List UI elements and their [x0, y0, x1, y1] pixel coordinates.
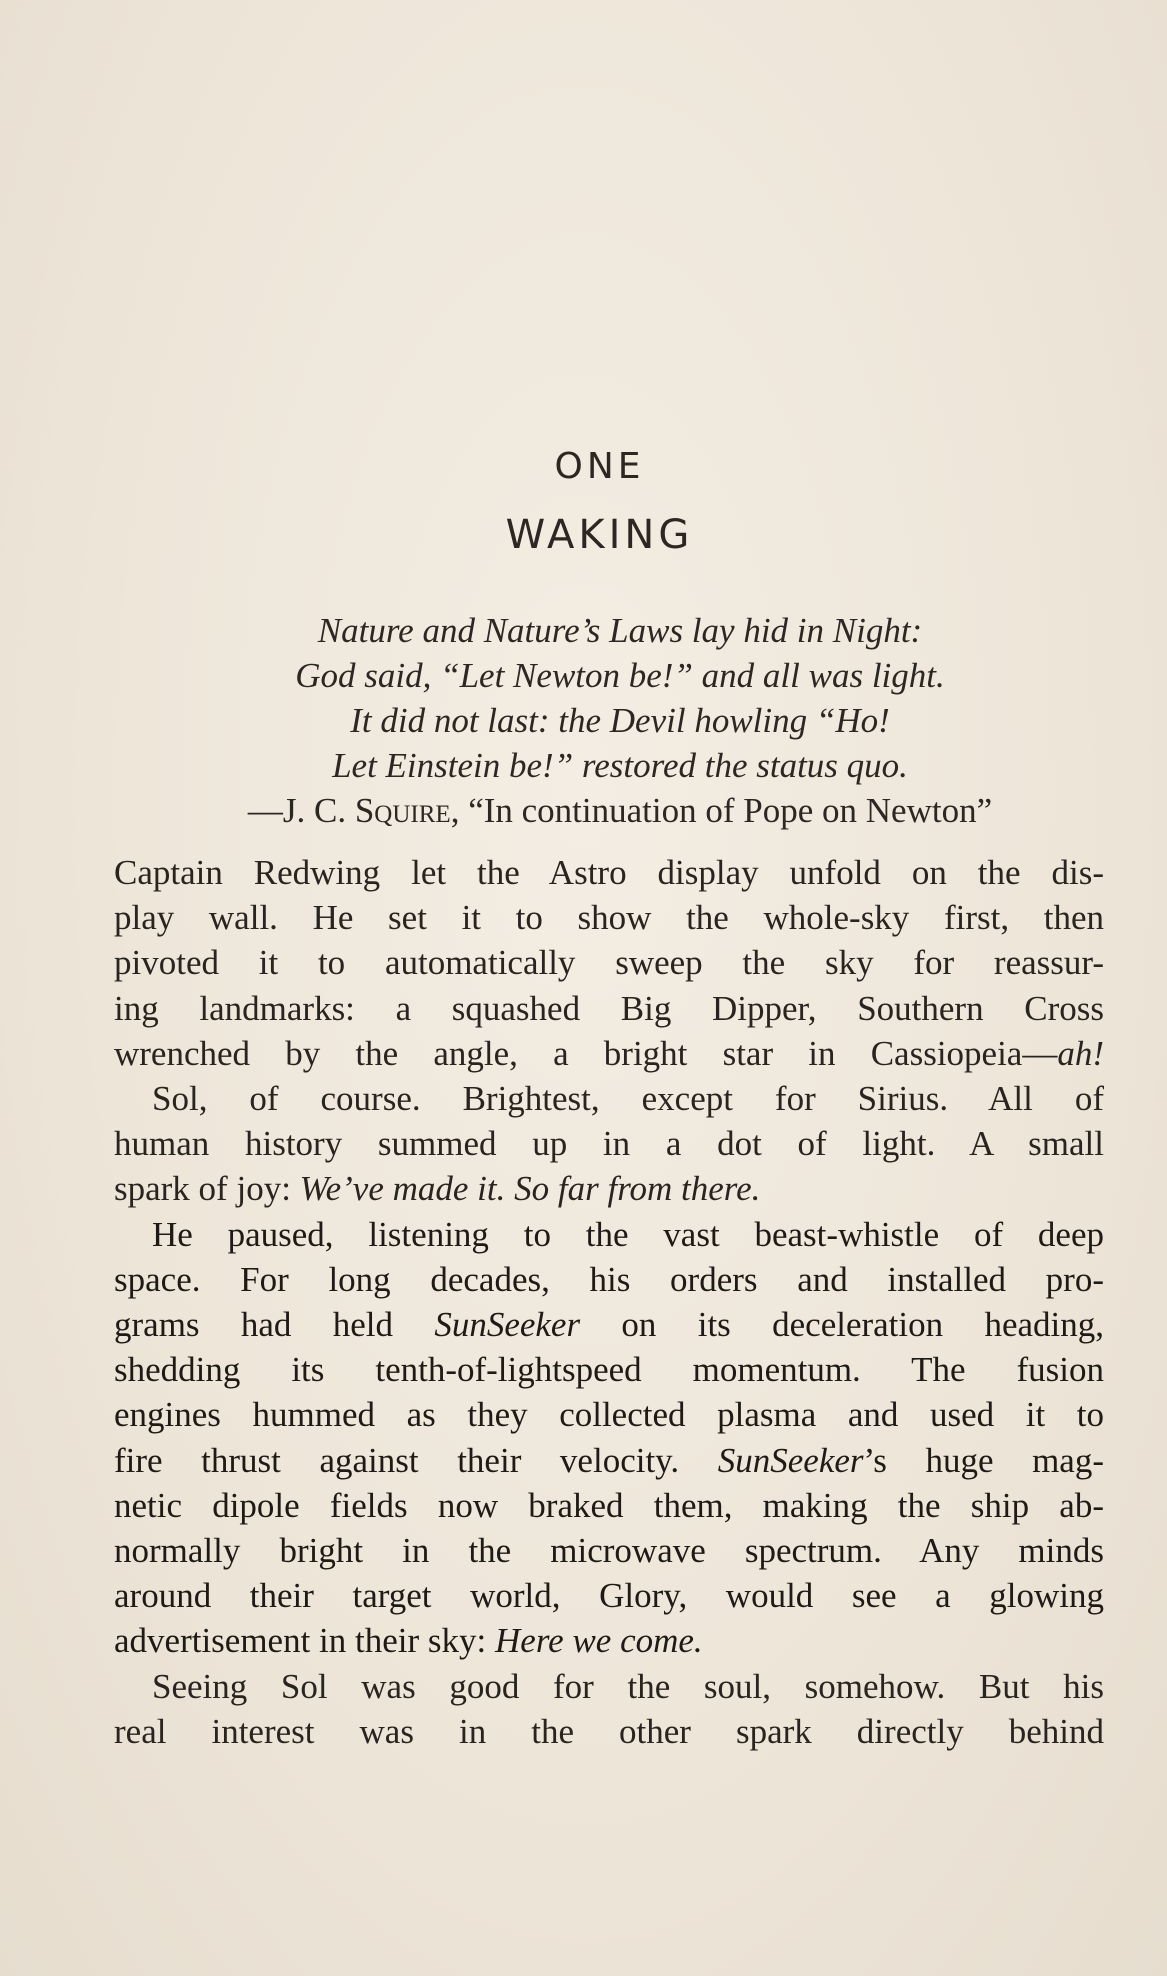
attribution-source: , “In continuation of Pope on Newton”	[450, 791, 993, 830]
text-line: Captain Redwing let the Astro display unfold on the dis-	[114, 853, 1104, 892]
epigraph-line: Let Einstein be!” restored the status quo.	[332, 746, 908, 785]
text-segment: wrenched by the angle, a bright star in Cassiopeia—	[114, 1033, 1058, 1073]
text-line	[114, 1031, 1104, 1076]
epigraph-line: Nature and Nature’s Laws lay hid in Night:	[317, 611, 923, 650]
text-line	[114, 1618, 1104, 1663]
text-line: space. For long decades, his orders and installed pro-	[114, 1259, 1104, 1299]
ship-name: SunSeeker	[717, 1440, 864, 1480]
epigraph-attribution	[140, 788, 1100, 833]
text-line: play wall. He set it to show the whole-sky first, then	[114, 898, 1104, 938]
body-text	[114, 850, 1104, 1754]
text-line: engines hummed as they collected plasma and used it to	[114, 1395, 1104, 1435]
text-line: ing landmarks: a squashed Big Dipper, Southern Cross	[114, 988, 1104, 1028]
text-line: He paused, listening to the vast beast-whistle of deep	[152, 1214, 1104, 1254]
text-line	[114, 1302, 1104, 1347]
text-segment: on its deceleration heading,	[580, 1305, 1104, 1345]
chapter-title: WAKING	[505, 512, 694, 558]
text-line: netic dipole fields now braked them, making the ship ab-	[114, 1485, 1104, 1525]
text-emphasis: Here we come.	[495, 1621, 703, 1661]
epigraph	[140, 608, 1100, 833]
text-line	[114, 1438, 1104, 1483]
text-line: real interest was in the other spark directly behind	[114, 1711, 1104, 1751]
text-segment: advertisement in their sky:	[114, 1621, 496, 1661]
text-line: normally bright in the microwave spectrum. Any minds	[114, 1531, 1104, 1571]
text-line: Sol, of course. Brightest, except for Sirius. All of	[152, 1079, 1104, 1119]
attribution-prefix: —J. C.	[247, 791, 355, 830]
chapter-number: ONE	[554, 446, 645, 487]
ship-name: SunSeeker	[434, 1305, 581, 1345]
text-line: Seeing Sol was good for the soul, somehow. But his	[152, 1666, 1104, 1706]
text-line: pivoted it to automatically sweep the sky for reassur-	[114, 943, 1104, 983]
text-line: human history summed up in a dot of light. A small	[114, 1124, 1104, 1164]
attribution-author: Squire	[354, 791, 451, 830]
text-line: shedding its tenth-of-lightspeed momentum. The fusion	[114, 1350, 1104, 1390]
text-line	[114, 1166, 1104, 1211]
epigraph-line: God said, “Let Newton be!” and all was light.	[295, 656, 945, 695]
text-segment: spark of joy:	[114, 1169, 300, 1209]
epigraph-line: It did not last: the Devil howling “Ho!	[350, 701, 890, 740]
text-emphasis: ah!	[1057, 1033, 1104, 1073]
text-segment: fire thrust against their velocity.	[114, 1440, 718, 1480]
text-segment: ’s huge mag-	[863, 1440, 1104, 1480]
text-segment: grams had held	[114, 1305, 435, 1345]
text-line: around their target world, Glory, would see a glowing	[114, 1576, 1104, 1616]
text-emphasis: We’ve made it. So far from there.	[299, 1169, 761, 1209]
